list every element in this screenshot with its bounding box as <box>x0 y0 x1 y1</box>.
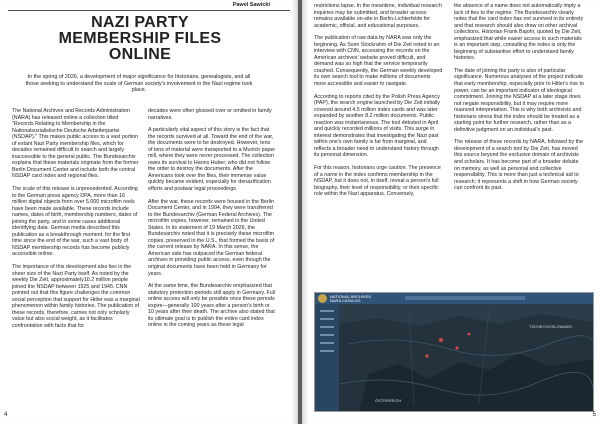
column-c <box>314 3 444 204</box>
brand-line-2: NARA CATALOG <box>330 298 361 303</box>
column-b <box>148 108 276 335</box>
map-marker-icon <box>439 338 443 342</box>
header-rule <box>8 10 290 11</box>
paragraph: According to reports cited by the Polish Press Agency (PAP), the search engine launched by Die Zeit initially covered around 4.5 million index cards and was later expanded by another 8.2 million documents. Public reaction was instantaneous. The tool debuted in April and quickly recorded millions of visits. This surge in interest demonstrates that investigating the Nazi past within one's own family is far from marginal, and reflects a broader need to understand history through its personal dimension. <box>314 93 440 159</box>
paragraph: The date of joining the party is also of particular significance. Numerous analyses of the project indicate that early membership, especially prior to Hitler's rise to power, can be an important indicator of ideological commitment. Joining the NSDAP at a later stage does not negate responsibility, but it may require more nuanced interpretation. This is why both archivists and historians stress that the index should be treated as a starting point for further research, rather than as a definitive judgment on an individual's past. <box>454 67 584 133</box>
map-view <box>339 304 593 411</box>
paragraph: restrictions lapse. In the meantime, individual research inquiries may be submitted, and broader access remains available on-site in Berlin-Lichterfelde for academic, official, and educational purposes. <box>314 3 442 29</box>
map-label-austria: ÖSTERREICH <box>375 398 402 403</box>
website-brand <box>330 295 371 303</box>
archive-website-screenshot <box>314 292 594 412</box>
map-marker-icon <box>455 346 458 349</box>
title-line-2: MEMBERSHIP FILES <box>58 30 222 47</box>
map-marker-icon <box>425 354 428 357</box>
paragraph: The National Archives and Records Administration (NARA) has released online a collection titled "Records Relating to Membership in the Nationalsozialistische Deutsche Arbeiterpartei (NSDAP)." This makes public access to a vast portion of extant Nazi Party membership files, which for decades remained difficult to search and largely inaccessible to the general public. The Bundesarchiv explains that these materials originate from the former Berlin Document Center and include both the central NSDAP card index and regional files. <box>12 108 139 180</box>
paragraph: decades were often glossed over or omitted in family narratives. <box>148 108 272 121</box>
website-sidebar <box>315 304 339 411</box>
paragraph: The publication of raw data by NARA was only the beginning. As Sven Stockrahm of Die Zeit noted in an interview with CNN, accessing the records on the American archives' website proved difficult, and demand was so high that the service temporarily crashed. Consequently, the German weekly developed its own search tool to make millions of documents more accessible and easier to navigate. <box>314 35 443 88</box>
paragraph: A particularly vital aspect of this story is the fact that the records survived at all. Toward the end of the war, the documents were to be destroyed. However, tens of tons of material were transported to a Munich paper mill, where they were never processed. The collection owes its survival to Hanns Huber, who did not follow the order to destroy the documents. After the Americans took over the files, their immense value quickly became evident, especially for denazification efforts and postwar legal proceedings. <box>148 127 276 193</box>
paragraph: At the same time, the Bundesarchiv emphasized that statutory protection periods still apply in Germany. Full online access will only be possible once these periods expire—generally 100 years after a person's birth or 10 years after their death. The archive also stated that its ultimate goal is to publish the entire card index online in the coming years as these legal <box>148 283 276 329</box>
archives-logo-icon <box>318 294 327 303</box>
title-line-1: NAZI PARTY <box>91 14 189 31</box>
paragraph: The scale of this release is unprecedented. According to the German press agency DPA, more than 16 million digital objects from over 5,000 microfilm reels have been made available. These records include names, dates of birth, membership numbers, dates of joining the party, and in some cases additional identifying data. German media described this publication as a breakthrough moment: for the first time since the end of the war, such a vast body of NSDAP membership records has become publicly accessible online. <box>12 186 138 258</box>
website-nav <box>405 296 525 300</box>
paragraph: the absence of a name does not automatically imply a lack of ties to the regime. The Bundesarchiv clearly notes that the card index has not survived in its entirety and that research should also draw on other archival collections. Historian Frank Bajohr, quoted by Die Zeit, emphasized that while easier access to such materials is an important step, consulting the index is only the beginning of substantive effort to understand family histories. <box>454 3 584 62</box>
paragraph: For this reason, historians urge caution. The presence of a name in the index confirms membership in the NSDAP, but it does not, in itself, reveal a person's full biography, their level of responsibility, or their specific role within the Nazi apparatus. Conversely, <box>314 165 441 198</box>
column-a <box>12 108 140 336</box>
article-intro: In the spring of 2026, a development of major significance for historians, genealogists, and all those seeking to understand the scale of German society's involvement in the Nazi regime took place. <box>25 74 253 94</box>
paragraph: The release of these records by NARA, followed by the development of a search tool by Die Zeit, has moved this source beyond the exclusive domain of archivists and scholars. It has become part of a broader debate on memory, as well as personal and collective responsibility. This is more than just a technical aid to research; it represents a shift in how German society can confront its past. <box>454 139 583 192</box>
author-name: Pawel Sawicki <box>232 2 270 8</box>
paragraph: The importance of this development also lies in the sheer size of the Nazi Party itself. As noted by the weekly Die Zeit, approximately10.2 million people joined the NSDAP between 1925 and 1945. CNN pointed out that this figure challenges the common social perception that support for Hitler was a marginal phenomenon within family histories. The publication of these records, therefore, carries not only scholarly value but also social weight, as it facilitates confrontation with facts that for <box>12 264 140 329</box>
article-title <box>40 15 240 63</box>
page-number-right: 5 <box>592 412 596 418</box>
page-number-left: 4 <box>4 412 8 418</box>
column-d <box>454 3 584 198</box>
map-marker-icon <box>468 333 471 336</box>
left-page <box>0 0 298 424</box>
title-line-3: ONLINE <box>108 46 172 63</box>
website-header-bar <box>315 293 593 304</box>
brand-line-1: NATIONAL ARCHIVES <box>330 294 371 299</box>
paragraph: After the war, these records were housed in the Berlin Document Center, and in 1994, they were transferred to the Bundesarchiv (German Federal Archives). The microfilm copies, however, remained in the United States. In its statement of 19 March 2026, the Bundesarchiv noted that it is precisely these microfilm copies, preserved in the U.S., that formed the basis of the current release by NARA. In this sense, the American side has outpaced the German federal archives in providing public access, even though the original documents have been held in Germany for years. <box>148 198 275 277</box>
map-label-czechoslovakia: TSCHECHOSLOWAKEI <box>529 324 573 329</box>
